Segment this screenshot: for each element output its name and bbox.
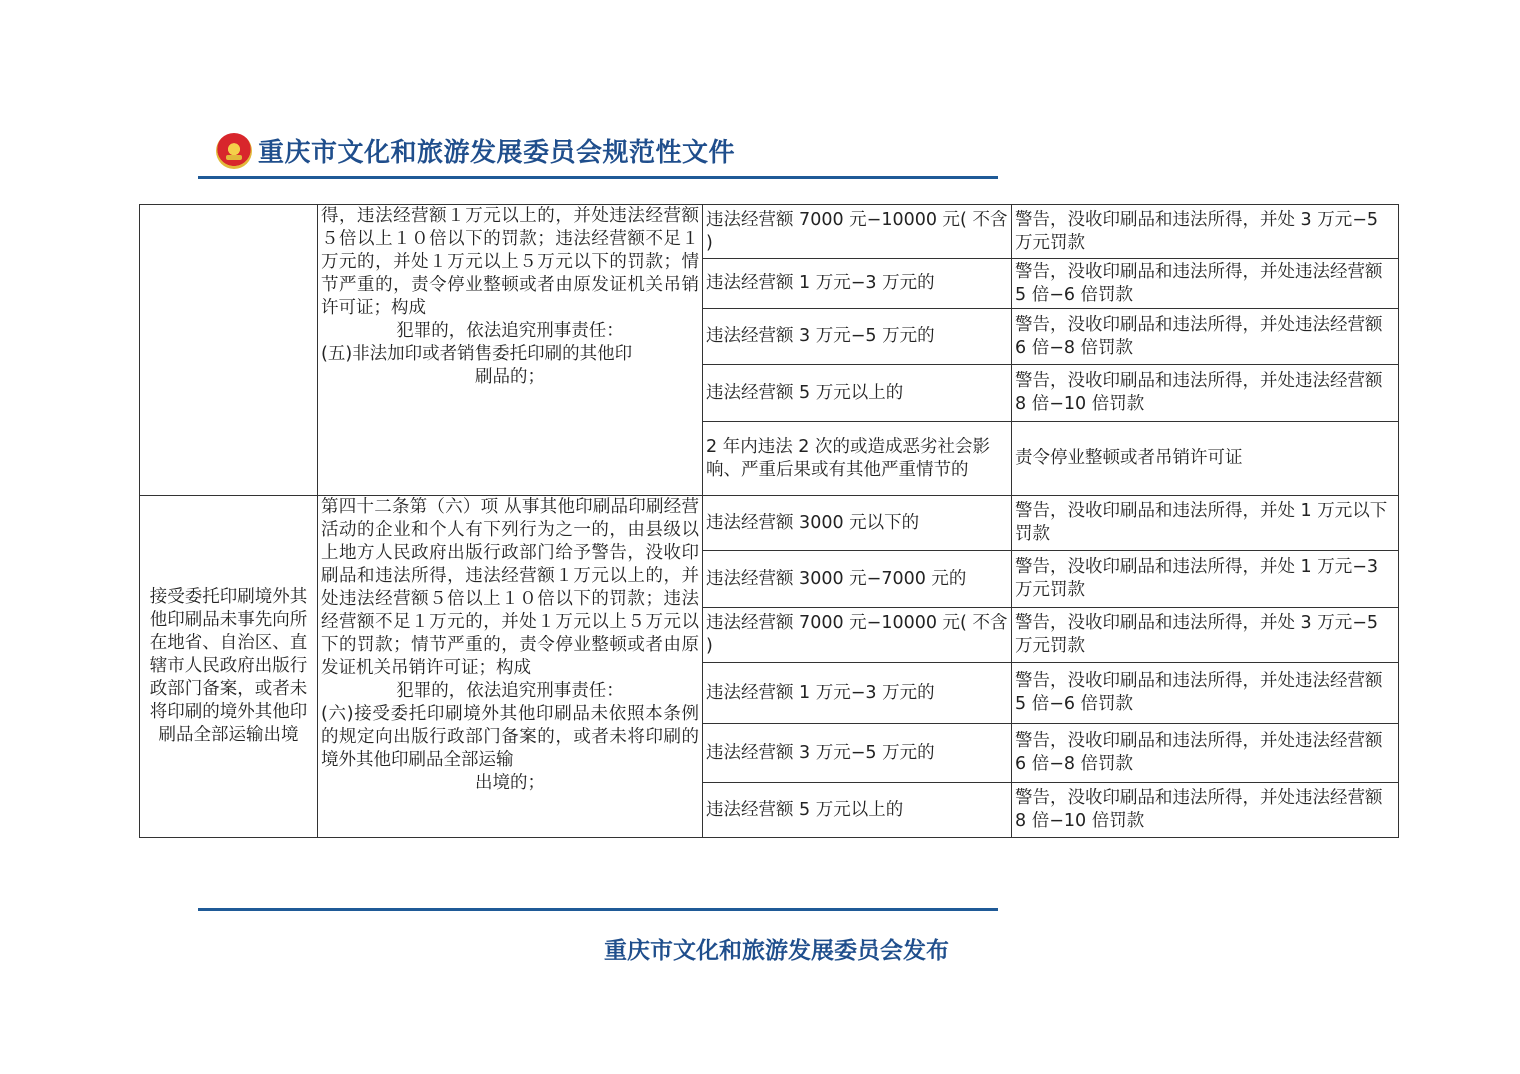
law-item-centered: 刷品的； [475,367,545,387]
circumstance-cell: 违法经营额 1 万元−3 万元的 [703,663,1012,724]
law-cell [318,496,703,838]
circumstance-cell: 违法经营额 3000 元−7000 元的 [703,551,1012,608]
national-emblem-icon [216,133,252,169]
table-row [140,496,1399,551]
law-item-centered: 出境的； [475,773,545,793]
penalty-cell: 警告，没收印刷品和违法所得，并处 1 万元−3 万元罚款 [1012,551,1399,608]
circumstance-cell: 违法经营额 3 万元−5 万元的 [703,724,1012,783]
law-item: (六)接受委托印刷境外其他印刷品未依照本条例的规定向出版行政部门备案的，或者未将印刷的境外其他印刷品全部运输 [321,704,699,770]
penalty-cell: 警告，没收印刷品和违法所得，并处违法经营额 8 倍−10 倍罚款 [1012,783,1399,838]
footer-rule [198,908,998,911]
circumstance-cell: 违法经营额 5 万元以上的 [703,783,1012,838]
penalty-cell: 警告，没收印刷品和违法所得，并处 1 万元以下罚款 [1012,496,1399,551]
penalty-cell: 警告，没收印刷品和违法所得，并处违法经营额 5 倍−6 倍罚款 [1012,259,1399,309]
penalty-cell: 警告，没收印刷品和违法所得，并处违法经营额 5 倍−6 倍罚款 [1012,663,1399,724]
violation-cell [140,205,318,496]
penalty-cell: 警告，没收印刷品和违法所得，并处违法经营额 8 倍−10 倍罚款 [1012,365,1399,422]
penalty-table [139,204,1399,838]
circumstance-cell: 违法经营额 1 万元−3 万元的 [703,259,1012,309]
table-row [140,205,1399,259]
circumstance-cell: 2 年内违法 2 次的或造成恶劣社会影响、严重后果或有其他严重情节的 [703,422,1012,496]
penalty-cell: 警告，没收印刷品和违法所得，并处违法经营额 6 倍−8 倍罚款 [1012,724,1399,783]
law-text: 得，违法经营额１万元以上的，并处违法经营额５倍以上１０倍以下的罚款；违法经营额不足１万元的，并处１万元以上５万元以下的罚款；情节严重的，责令停业整顿或者由原发证机关吊销许可证；构成 [321,206,699,318]
law-cell [318,205,703,496]
penalty-cell: 警告，没收印刷品和违法所得，并处 3 万元−5 万元罚款 [1012,608,1399,663]
circumstance-cell: 违法经营额 3 万元−5 万元的 [703,309,1012,365]
law-item: (五)非法加印或者销售委托印刷的其他印 [321,344,633,364]
law-text-centered: 犯罪的，依法追究刑事责任： [396,681,624,701]
penalty-cell: 警告，没收印刷品和违法所得，并处违法经营额 6 倍−8 倍罚款 [1012,309,1399,365]
circumstance-cell: 违法经营额 7000 元−10000 元( 不含 ) [703,205,1012,259]
penalty-cell: 警告，没收印刷品和违法所得，并处 3 万元−5 万元罚款 [1012,205,1399,259]
circumstance-cell: 违法经营额 5 万元以上的 [703,365,1012,422]
footer-publisher: 重庆市文化和旅游发展委员会发布 [604,937,949,964]
circumstance-cell: 违法经营额 3000 元以下的 [703,496,1012,551]
penalty-cell: 责令停业整顿或者吊销许可证 [1012,422,1399,496]
law-text: 第四十二条第（六）项 从事其他印刷品印刷经营活动的企业和个人有下列行为之一的，由县级以上地方人民政府出版行政部门给予警告，没收印刷品和违法所得，违法经营额１万元以上的，并处违法经营额５倍以上１０倍以下的罚款；违法经营额不足１万元的，并处１万元以上５万元以下的罚款；情节严重的，责令停业整顿或者由原发证机关吊销许可证；构成 [321,497,699,678]
violation-cell: 接受委托印刷境外其他印刷品未事先向所在地省、自治区、直辖市人民政府出版行政部门备案，或者未将印刷的境外其他印刷品全部运输出境 [140,496,318,838]
document-header [216,132,735,169]
header-title: 重庆市文化和旅游发展委员会规范性文件 [258,138,736,168]
header-rule [198,176,998,179]
law-text-centered: 犯罪的，依法追究刑事责任： [396,321,624,341]
circumstance-cell: 违法经营额 7000 元−10000 元( 不含 ) [703,608,1012,663]
